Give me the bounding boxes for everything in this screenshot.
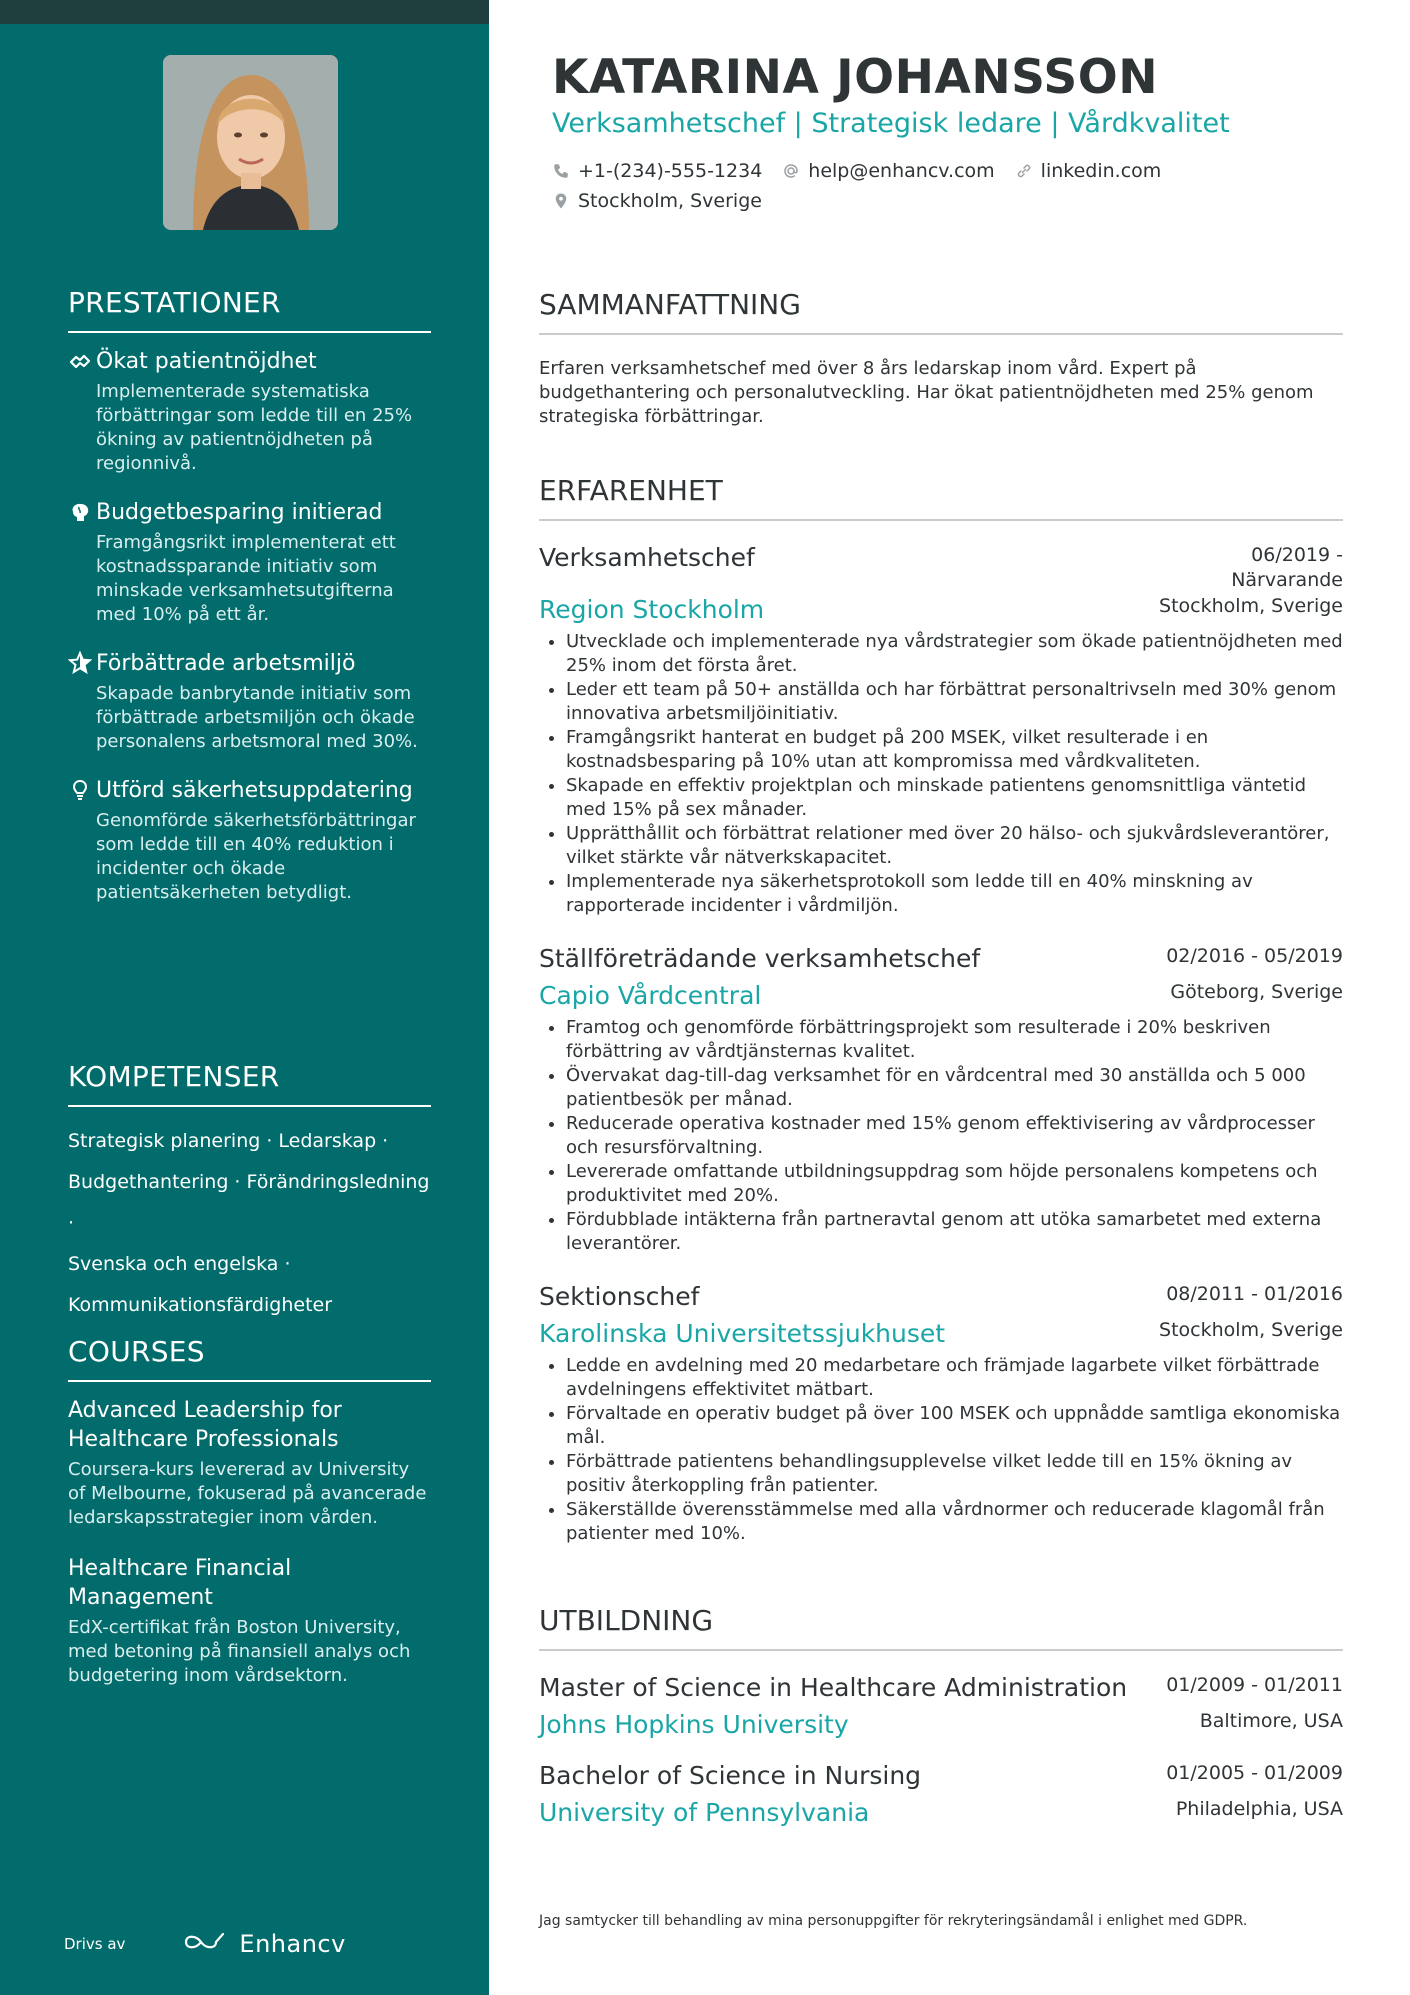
job-item xyxy=(539,944,1343,1256)
school-name: University of Pennsylvania xyxy=(539,1798,870,1827)
courses-heading: COURSES xyxy=(68,1335,431,1382)
achievements-heading: PRESTATIONER xyxy=(68,286,431,333)
handshake-icon xyxy=(68,349,96,377)
degree-title: Bachelor of Science in Nursing xyxy=(539,1761,922,1790)
job-location: Stockholm, Sverige xyxy=(1159,595,1343,617)
achievements-section xyxy=(68,286,431,927)
skills-section xyxy=(68,1060,431,1326)
lightbulb-icon xyxy=(68,778,96,806)
education-location: Philadelphia, USA xyxy=(1175,1798,1343,1820)
candidate-name: KATARINA JOHANSSON xyxy=(552,50,1159,105)
skills-heading: KOMPETENSER xyxy=(68,1060,431,1107)
job-bullet: • Ledde en avdelning med 20 medarbetare och främjade lagarbete vilket förbättrade avdelningens effektivitet mätbart. xyxy=(566,1354,1343,1402)
achievement-item xyxy=(68,347,431,476)
job-bullet: • Levererade omfattande utbildningsuppdrag som höjde personalens kompetens och produktivitet med 20%. xyxy=(566,1160,1343,1208)
location-pin-icon xyxy=(552,192,570,210)
candidate-tagline: Verksamhetschef | Strategisk ledare | Vårdkvalitet xyxy=(552,108,1230,139)
location-text: Stockholm, Sverige xyxy=(578,190,762,212)
experience-heading: ERFARENHET xyxy=(539,474,1343,521)
job-date-line: Närvarande xyxy=(1231,569,1343,591)
skills-line: Kommunikationsfärdigheter xyxy=(68,1294,333,1316)
achievement-desc: Framgångsrikt implementerat ett kostnadssparande initiativ som minskade verksamhetsutgifterna med 10% på ett år. xyxy=(96,532,396,625)
achievement-item xyxy=(68,498,431,627)
location-contact xyxy=(552,190,762,212)
company-name: Region Stockholm xyxy=(539,595,765,624)
job-date-line: 06/2019 - xyxy=(1251,544,1343,566)
achievement-item xyxy=(68,776,431,905)
company-name: Capio Vårdcentral xyxy=(539,981,762,1010)
phone-icon xyxy=(552,162,570,180)
job-bullet: • Utvecklade och implementerade nya vårdstrategier som ökade patientnöjdheten med 25% inom det första året. xyxy=(566,630,1343,678)
company-name: Karolinska Universitetssjukhuset xyxy=(539,1319,946,1348)
powered-label: Drivs av xyxy=(64,1935,126,1953)
job-bullets xyxy=(539,1354,1343,1546)
job-date: 08/2011 - 01/2016 xyxy=(1166,1283,1343,1305)
education-date: 01/2005 - 01/2009 xyxy=(1166,1762,1343,1784)
school-name: Johns Hopkins University xyxy=(539,1710,849,1739)
contact-row-2 xyxy=(552,190,782,212)
course-desc: EdX-certifikat från Boston University, med betoning på finansiell analys och budgetering inom vårdsektorn. xyxy=(68,1617,411,1686)
summary-text: Erfaren verksamhetschef med över 8 års ledarskap inom vård. Expert på budgethantering och personalutveckling. Har ökat patientnöjdheten med 25% genom strategiska förbättringar. xyxy=(539,358,1314,427)
job-bullet: • Framtog och genomförde förbättringsprojekt som resulterade i 20% beskriven förbättring av vårdtjänsternas kvalitet. xyxy=(566,1016,1343,1064)
job-bullet: • Framgångsrikt hanterat en budget på 200 MSEK, vilket resulterade i en kostnadsbesparing på 10% utan att kompromissa med vårdkvaliteten. xyxy=(566,726,1343,774)
job-bullet: • Implementerade nya säkerhetsprotokoll som ledde till en 40% minskning av rapporterade incidenter i vårdmiljön. xyxy=(566,870,1343,918)
job-bullet: • Reducerade operativa kostnader med 15% genom effektivisering av vårdprocesser och resursförvaltning. xyxy=(566,1112,1343,1160)
phone-contact[interactable] xyxy=(552,160,762,182)
education-item xyxy=(539,1673,1343,1739)
job-bullet: • Upprätthållit och förbättrat relationer med över 20 hälso- och sjukvårdsleverantörer, vilket stärkte vår nätverkskapacitet. xyxy=(566,822,1343,870)
phone-text: +1-(234)-555-1234 xyxy=(578,160,763,182)
education-heading: UTBILDNING xyxy=(539,1604,1343,1651)
email-text: help@enhancv.com xyxy=(808,160,995,182)
job-bullets xyxy=(539,630,1343,918)
job-title: Verksamhetschef xyxy=(539,543,755,572)
course-title: Advanced Leadership for Healthcare Professionals xyxy=(68,1398,342,1452)
courses-section xyxy=(68,1335,431,1712)
job-title: Ställföreträdande verksamhetschef xyxy=(539,944,981,973)
email-contact[interactable] xyxy=(782,160,994,182)
job-item xyxy=(539,543,1343,918)
course-title: Healthcare Financial Management xyxy=(68,1556,292,1610)
achievement-title: Utförd säkerhetsuppdatering xyxy=(96,778,413,803)
job-bullet: • Fördubblade intäkterna från partneravtal genom att utöka samarbetet med externa leverantörer. xyxy=(566,1208,1343,1256)
job-bullet: • Säkerställde överensstämmelse med alla vårdnormer och reducerade klagomål från patienter med 10%. xyxy=(566,1498,1343,1546)
contact-row-1 xyxy=(552,160,1181,182)
achievement-desc: Skapade banbrytande initiativ som förbättrade arbetsmiljön och ökade personalens arbetsmoral med 30%. xyxy=(96,683,418,752)
portrait-image xyxy=(163,55,338,230)
achievement-desc: Implementerade systematiska förbättringar som ledde till en 25% ökning av patientnöjdheten på regionnivå. xyxy=(96,381,413,474)
education-section xyxy=(539,1604,1343,1849)
education-location: Baltimore, USA xyxy=(1199,1710,1343,1732)
sidebar xyxy=(0,0,489,1995)
job-date xyxy=(1231,543,1343,593)
education-item xyxy=(539,1761,1343,1827)
profile-photo xyxy=(163,55,338,230)
achievement-item xyxy=(68,649,431,754)
job-bullet: • Förvaltade en operativ budget på över 100 MSEK och uppnådde samtliga ekonomiska mål. xyxy=(566,1402,1343,1450)
experience-section xyxy=(539,474,1343,1572)
gdpr-consent: Jag samtycker till behandling av mina personuppgifter för rekryteringsändamål i enlighet med GDPR. xyxy=(539,1913,1248,1929)
degree-title: Master of Science in Healthcare Administration xyxy=(539,1673,1128,1702)
enhancv-logo-icon[interactable] xyxy=(183,1931,227,1957)
job-bullet: • Förbättrade patientens behandlingsupplevelse vilket ledde till en 15% ökning av positiv återkoppling från patienter. xyxy=(566,1450,1343,1498)
link-icon xyxy=(1015,162,1033,180)
education-date: 01/2009 - 01/2011 xyxy=(1166,1674,1343,1696)
job-item xyxy=(539,1282,1343,1546)
linkedin-contact[interactable] xyxy=(1015,160,1162,182)
brain-icon xyxy=(68,500,96,528)
course-desc: Coursera-kurs levererad av University of Melbourne, fokuserad på avancerade ledarskapsstrategier inom vården. xyxy=(68,1459,427,1528)
linkedin-text: linkedin.com xyxy=(1040,160,1162,182)
job-location: Göteborg, Sverige xyxy=(1170,981,1343,1003)
sidebar-top-bar xyxy=(0,0,489,24)
skills-line: Strategisk planering · Ledarskap · xyxy=(68,1130,389,1152)
achievement-desc: Genomförde säkerhetsförbättringar som ledde till en 40% reduktion i incidenter och ökade patientsäkerheten betydligt. xyxy=(96,810,416,903)
summary-section xyxy=(539,288,1343,429)
summary-heading: SAMMANFATTNING xyxy=(539,288,1343,335)
job-title: Sektionschef xyxy=(539,1282,700,1311)
course-item xyxy=(68,1396,431,1530)
job-location: Stockholm, Sverige xyxy=(1159,1319,1343,1341)
job-bullets xyxy=(539,1016,1343,1256)
skills-line: Svenska och engelska · xyxy=(68,1253,291,1275)
at-icon xyxy=(782,162,800,180)
powered-by xyxy=(64,1930,346,1958)
job-bullet: • Leder ett team på 50+ anställda och har förbättrat personaltrivseln med 30% genom innovativa arbetsmiljöinitiativ. xyxy=(566,678,1343,726)
skills-line: Budgethantering · Förändringsledning · xyxy=(68,1171,430,1234)
achievement-title: Budgetbesparing initierad xyxy=(96,500,383,525)
enhancv-brand[interactable]: Enhancv xyxy=(239,1930,346,1958)
achievement-title: Ökat patientnöjdhet xyxy=(96,349,317,374)
achievement-title: Förbättrade arbetsmiljö xyxy=(96,651,356,676)
job-date: 02/2016 - 05/2019 xyxy=(1166,945,1343,967)
job-bullet: • Övervakat dag-till-dag verksamhet för en vårdcentral med 30 anställda och 5 000 patientbesök per månad. xyxy=(566,1064,1343,1112)
job-bullet: • Skapade en effektiv projektplan och minskade patientens genomsnittliga väntetid med 15% på sex månader. xyxy=(566,774,1343,822)
skills-list xyxy=(68,1121,431,1326)
course-item xyxy=(68,1554,431,1688)
star-icon xyxy=(68,651,96,679)
